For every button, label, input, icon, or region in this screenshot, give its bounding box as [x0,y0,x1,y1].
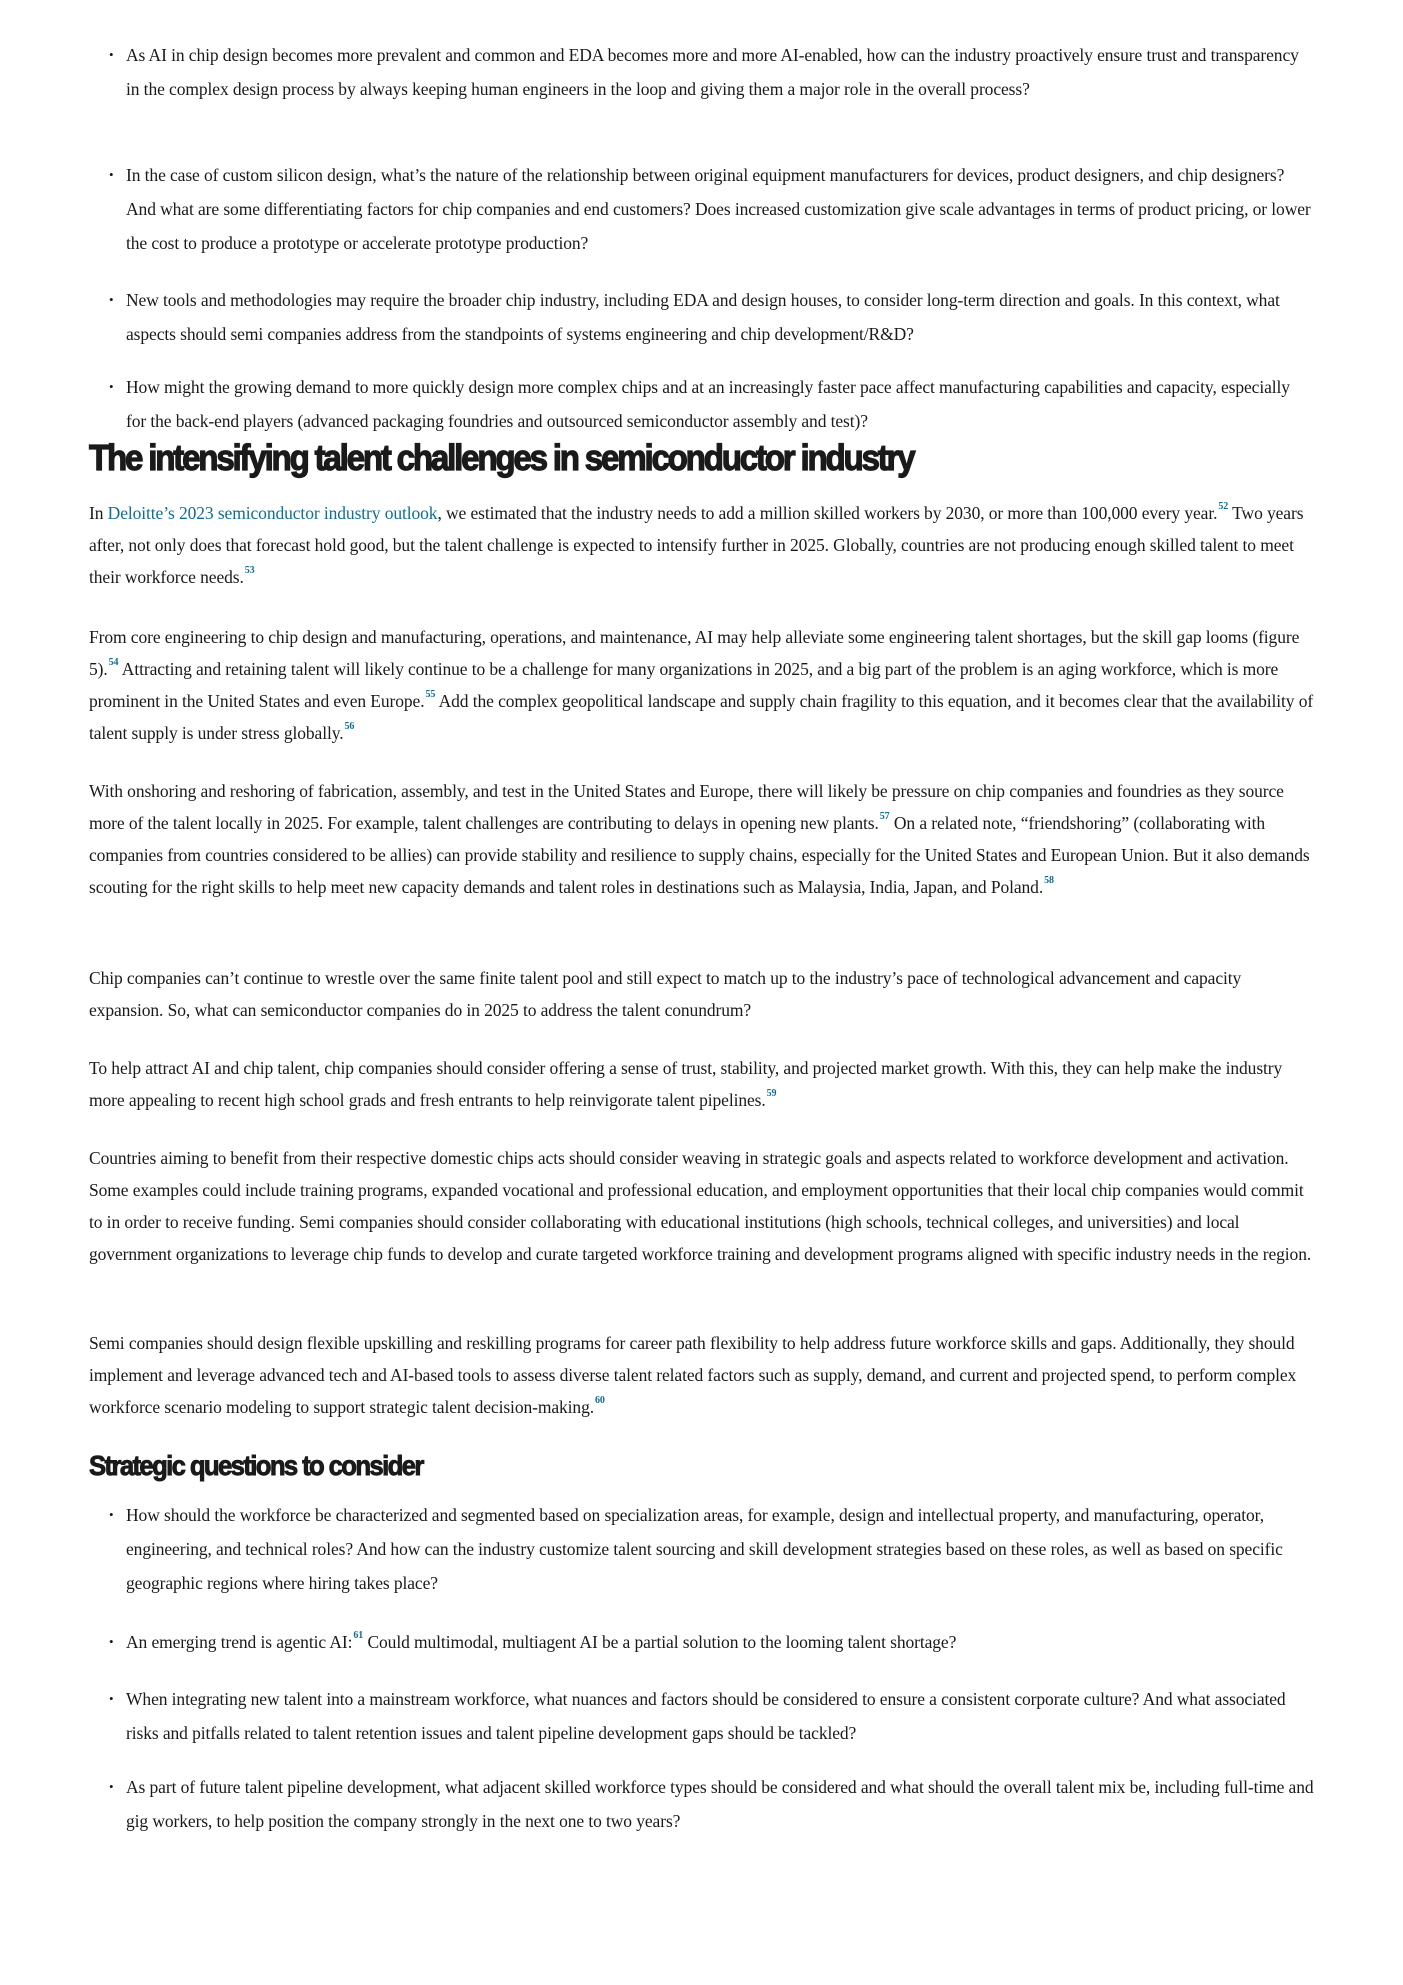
paragraph [89,1052,1314,1116]
bullet-item [89,158,1314,260]
footnote-link[interactable]: 57 [879,811,890,822]
paragraph: Chip companies can’t continue to wrestle over the same finite talent pool and still expect to match up to the industry’s pace of technological advancement and capacity expansion. So, what can semiconductor companies do in 2025 to address the talent conundrum? [89,968,1242,1020]
bullet-text: How should the workforce be characterized and segmented based on specialization areas, for example, design and intellectual property, and manufacturing, operator, engineering, and technical roles? And how can the industry customize talent sourcing and skill development strategies based on these roles, as well as based on specific geographic regions where hiring takes place? [126,1505,1283,1593]
bullet-icon: • [109,47,114,62]
text: With onshoring and reshoring of fabrication, assembly, and test in the United States and Europe, there will likely be pressure on chip companies and foundries as they source more of the talent locally in 2025. For example, talent challenges are contributing to delays in opening new plants. [89,781,1284,833]
text: Could multimodal, multiagent AI be a partial solution to the looming talent shortage? [363,1632,957,1652]
footnote-link[interactable]: 59 [766,1088,777,1099]
text: An emerging trend is agentic AI: [126,1632,353,1652]
footnote-link[interactable]: 58 [1044,875,1054,886]
bullet-icon: • [109,1779,114,1794]
text: On a related note, “friendshoring” (collaborating with companies from countries considered to be allies) can provide stability and resilience to supply chains, especially for the United States and European Union. But it also demands scouting for the right skills to help meet new capacity demands and talent roles in destinations such as Malaysia, India, Japan, and Poland. [89,813,1310,897]
bullet-icon: • [109,1634,114,1649]
bullet-text: When integrating new talent into a mainstream workforce, what nuances and factors should be considered to ensure a consistent corporate culture? And what associated risks and pitfalls related to talent retention issues and talent pipeline development gaps should be tackled? [126,1689,1286,1743]
bullet-icon: • [109,379,114,394]
text: From core engineering to chip design and manufacturing, operations, and maintenance, AI may help alleviate some engineering talent shortages, but the skill gap looms (figure 5). [89,627,1300,679]
footnote-link[interactable]: 61 [353,1630,364,1641]
bullet-text: New tools and methodologies may require the broader chip industry, including EDA and design houses, to consider long-term direction and goals. In this context, what aspects should semi companies address from the standpoints of systems engineering and chip development/R&D? [126,290,1280,344]
bullet-item [89,1682,1314,1750]
footnote-link[interactable]: 60 [595,1395,605,1406]
bullet-text [106,1625,1314,1659]
bullet-text: How might the growing demand to more quickly design more complex chips and at an increasingly faster pace affect manufacturing capabilities and capacity, especially for the back-end players (advanced packaging foundries and outsourced semiconductor assembly and test)? [126,377,1290,431]
text: Two years after, not only does that forecast hold good, but the talent challenge is expected to intensify further in 2025. Globally, countries are not producing enough skilled talent to meet their workforce needs. [89,503,1304,587]
bullet-icon: • [109,1691,114,1706]
bullet-icon: • [109,292,114,307]
bullet-text: As AI in chip design becomes more prevalent and common and EDA becomes more and more AI-enabled, how can the industry proactively ensure trust and transparency in the complex design process by always keeping human engineers in the loop and giving them a major role in the overall process? [126,45,1299,99]
paragraph [89,621,1314,749]
footnote-link[interactable]: 54 [108,657,119,668]
bullet-item [89,1770,1314,1838]
section-heading: The intensifying talent challenges in semiconductor industry [89,437,914,478]
bullet-text: As part of future talent pipeline development, what adjacent skilled workforce types should be considered and what should the overall talent mix be, including full-time and gig workers, to help position the company strongly in the next one to two years? [126,1777,1314,1831]
text: , we estimated that the industry needs to add a million skilled workers by 2030, or more than 100,000 every year. [437,503,1218,523]
text: In [89,503,108,523]
bullet-item [89,1498,1314,1600]
footnote-link[interactable]: 52 [1218,501,1229,512]
text: Attracting and retaining talent will likely continue to be a challenge for many organizations in 2025, and a big part of the problem is an aging workforce, which is more prominent in the United States and even Europe. [89,659,1279,711]
bullet-item [89,1625,1314,1659]
bullet-icon: • [109,1507,114,1522]
footnote-link[interactable]: 55 [425,689,436,700]
paragraph [89,775,1314,903]
paragraph: Countries aiming to benefit from their respective domestic chips acts should consider weaving in strategic goals and aspects related to workforce development and activation. Some examples could include training programs, expanded vocational and professional education, and employment opportunities that their local chip companies would commit to in order to receive funding. Semi companies should consider collaborating with educational institutions (high schools, technical colleges, and universities) and local government organizations to leverage chip funds to develop and curate targeted workforce training and development programs aligned with specific industry needs in the region. [89,1148,1312,1264]
questions-heading: Strategic questions to consider [89,1450,423,1481]
bullet-icon: • [109,167,114,182]
outlook-link[interactable]: Deloitte’s 2023 semiconductor industry outlook [107,503,438,523]
paragraph [89,1327,1314,1423]
footnote-link[interactable]: 56 [344,721,355,732]
bullet-item [89,38,1314,106]
bullet-item [89,370,1314,438]
paragraph [89,497,1314,593]
footnote-link[interactable]: 53 [244,565,255,576]
text: To help attract AI and chip talent, chip companies should consider offering a sense of trust, stability, and projected market growth. With this, they can help make the industry more appealing to recent high school grads and fresh entrants to help reinvigorate talent pipelines. [89,1058,1283,1110]
bullet-item [89,283,1314,351]
bullet-text: In the case of custom silicon design, what’s the nature of the relationship between original equipment manufacturers for devices, product designers, and chip designers? And what are some differentiating factors for chip companies and end customers? Does increased customization give scale advantages in terms of product pricing, or lower the cost to produce a prototype or accelerate prototype production? [126,165,1311,253]
text: Add the complex geopolitical landscape and supply chain fragility to this equation, and it becomes clear that the availability of talent supply is under stress globally. [89,691,1314,743]
text: Semi companies should design flexible upskilling and reskilling programs for career path flexibility to help address future workforce skills and gaps. Additionally, they should implement and leverage advanced tech and AI-based tools to assess diverse talent related factors such as supply, demand, and current and projected spend, to perform complex workforce scenario modeling to support strategic talent decision-making. [89,1333,1297,1417]
